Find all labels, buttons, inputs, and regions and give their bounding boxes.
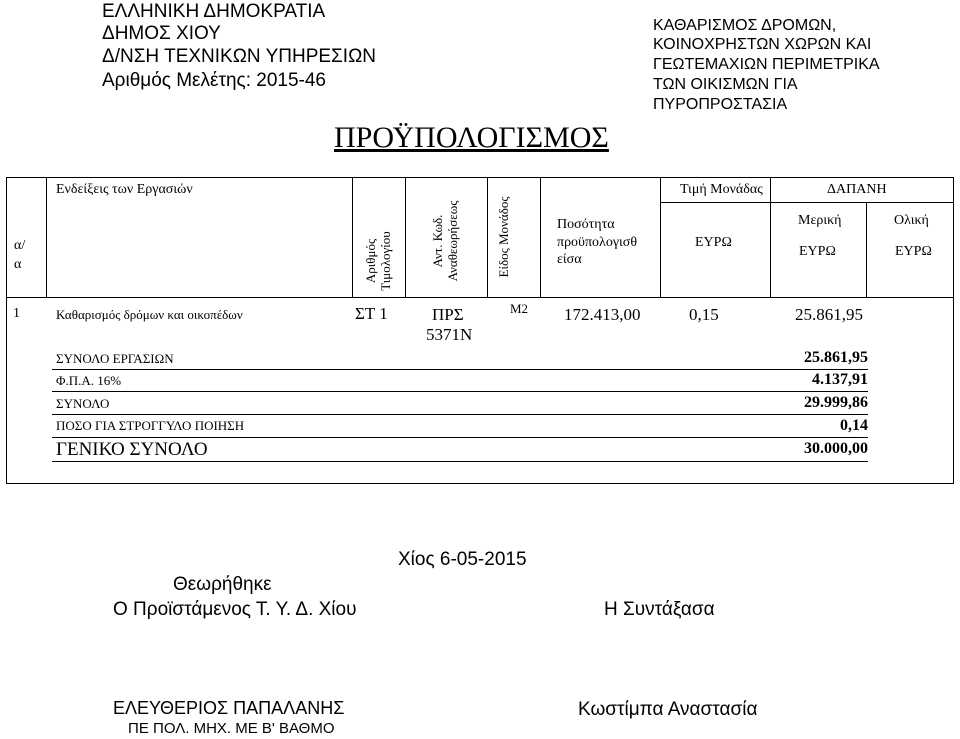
summary-label-vat: Φ.Π.Α. 16%	[56, 373, 122, 388]
header-partial-currency: ΕΥΡΩ	[799, 244, 836, 259]
header-total-currency: ΕΥΡΩ	[895, 244, 932, 259]
row-aa: 1	[13, 306, 20, 321]
author-name: Κωστίμπα Αναστασία	[578, 699, 758, 720]
header-quantity-line-1: Ποσότητα	[557, 217, 615, 232]
table-subheader-divider	[660, 202, 954, 203]
header-unit: Είδος Μονάδος	[496, 196, 511, 278]
summary-divider	[52, 437, 868, 438]
header-analysis-ref-line-1: Αντ. Κωδ.	[430, 214, 446, 268]
summary-divider	[52, 414, 868, 415]
reviewed-label: Θεωρήθηκε	[173, 574, 272, 595]
summary-label-total: ΣΥΝΟΛΟ	[56, 396, 110, 411]
header-unit-price-currency: ΕΥΡΩ	[695, 235, 732, 250]
table-header-divider	[6, 297, 954, 298]
page-title: ΠΡΟΫΠΟΛΟΓΙΣΜΟΣ	[334, 121, 609, 154]
director-rank: ΠΕ ΠΟΛ. ΜΗΧ. ΜΕ Β' ΒΑΘΜΟ	[128, 720, 335, 737]
header-analysis-ref	[424, 176, 468, 306]
summary-value-grand-total: 30.000,00	[804, 440, 868, 457]
row-description: Καθαρισμός δρόμων και οικοπέδων	[56, 307, 243, 322]
row-unit: Μ2	[510, 301, 529, 316]
header-quantity	[557, 216, 637, 269]
study-number: Αριθμός Μελέτης: 2015-46	[102, 70, 327, 91]
header-price-ref-line-2: Τιμολογίου	[378, 231, 393, 291]
header-unit-price: Τιμή Μονάδας	[680, 182, 763, 197]
row-analysis-ref	[426, 305, 472, 346]
row-analysis-ref-line-1: ΠΡΣ	[432, 305, 464, 324]
row-price-ref: ΣΤ 1	[355, 304, 388, 323]
col-divider-aa	[46, 177, 47, 297]
header-issuer-line-2: ΔΗΜΟΣ ΧΙΟΥ	[102, 23, 221, 44]
author-title: Η Συντάξασα	[604, 599, 715, 620]
summary-value-vat: 4.137,91	[812, 371, 868, 388]
row-partial: 25.861,95	[795, 305, 863, 324]
col-divider-partial	[866, 202, 867, 297]
header-aa	[14, 237, 25, 275]
col-divider-quantity	[660, 177, 661, 297]
director-name: ΕΛΕΥΘΕΡΙΟΣ ΠΑΠΑΛΑΝΗΣ	[113, 698, 345, 718]
project-title-line-5: ΠΥΡΟΠΡΟΣΤΑΣΙΑ	[653, 96, 788, 113]
summary-divider	[52, 461, 868, 462]
header-total: Ολική	[894, 213, 929, 228]
summary-value-rounding: 0,14	[840, 417, 868, 434]
project-title-line-3: ΓΕΩΤΕΜΑΧΙΩΝ ΠΕΡΙΜΕΤΡΙΚΑ	[653, 56, 880, 73]
place-date: Χίος 6-05-2015	[398, 549, 527, 570]
summary-divider	[52, 369, 868, 370]
col-divider-analysis	[487, 177, 488, 297]
header-quantity-line-3: είσα	[557, 252, 582, 267]
project-title-line-1: ΚΑΘΑΡΙΣΜΟΣ ΔΡΟΜΩΝ,	[653, 17, 837, 34]
header-analysis-ref-line-2: Αναθεωρήσεως	[445, 200, 460, 282]
header-price-ref-line-1: Αριθμός	[363, 238, 379, 284]
header-description: Ενδείξεις των Εργασιών	[56, 182, 193, 197]
summary-label-works-total: ΣΥΝΟΛΟ ΕΡΓΑΣΙΩΝ	[56, 351, 174, 366]
summary-label-grand-total: ΓΕΝΙΚΟ ΣΥΝΟΛΟ	[56, 439, 208, 460]
header-issuer-line-1: ΕΛΛΗΝΙΚΗ ΔΗΜΟΚΡΑΤΙΑ	[102, 1, 326, 22]
header-quantity-line-2: προϋπολογισθ	[557, 234, 638, 250]
col-divider-unit	[540, 177, 541, 297]
summary-value-total: 29.999,86	[804, 394, 868, 411]
header-aa-line-1: α/	[14, 238, 26, 253]
col-divider-desc	[352, 177, 353, 297]
row-unit-price: 0,15	[689, 305, 719, 324]
header-aa-line-2: α	[14, 256, 22, 272]
summary-value-works-total: 25.861,95	[804, 349, 868, 366]
header-issuer-line-3: Δ/ΝΣΗ ΤΕΧΝΙΚΩΝ ΥΠΗΡΕΣΙΩΝ	[102, 46, 376, 67]
header-partial: Μερική	[798, 213, 842, 228]
row-analysis-ref-line-2: 5371Ν	[426, 325, 473, 345]
project-title-line-2: ΚΟΙΝΟΧΡΗΣΤΩΝ ΧΩΡΩΝ ΚΑΙ	[653, 36, 872, 53]
header-expense: ΔΑΠΑΝΗ	[827, 182, 887, 197]
summary-label-rounding: ΠΟΣΟ ΓΙΑ ΣΤΡΟΓΓΥΛΟ ΠΟΙΗΣΗ	[56, 418, 245, 433]
summary-divider	[52, 391, 868, 392]
col-divider-price-ref	[405, 177, 406, 297]
director-title: Ο Προϊστάμενος Τ. Υ. Δ. Χίου	[113, 599, 357, 620]
col-divider-unit-price	[770, 177, 771, 297]
project-title-line-4: ΤΩΝ ΟΙΚΙΣΜΩΝ ΓΙΑ	[653, 76, 798, 93]
row-quantity: 172.413,00	[564, 305, 641, 324]
